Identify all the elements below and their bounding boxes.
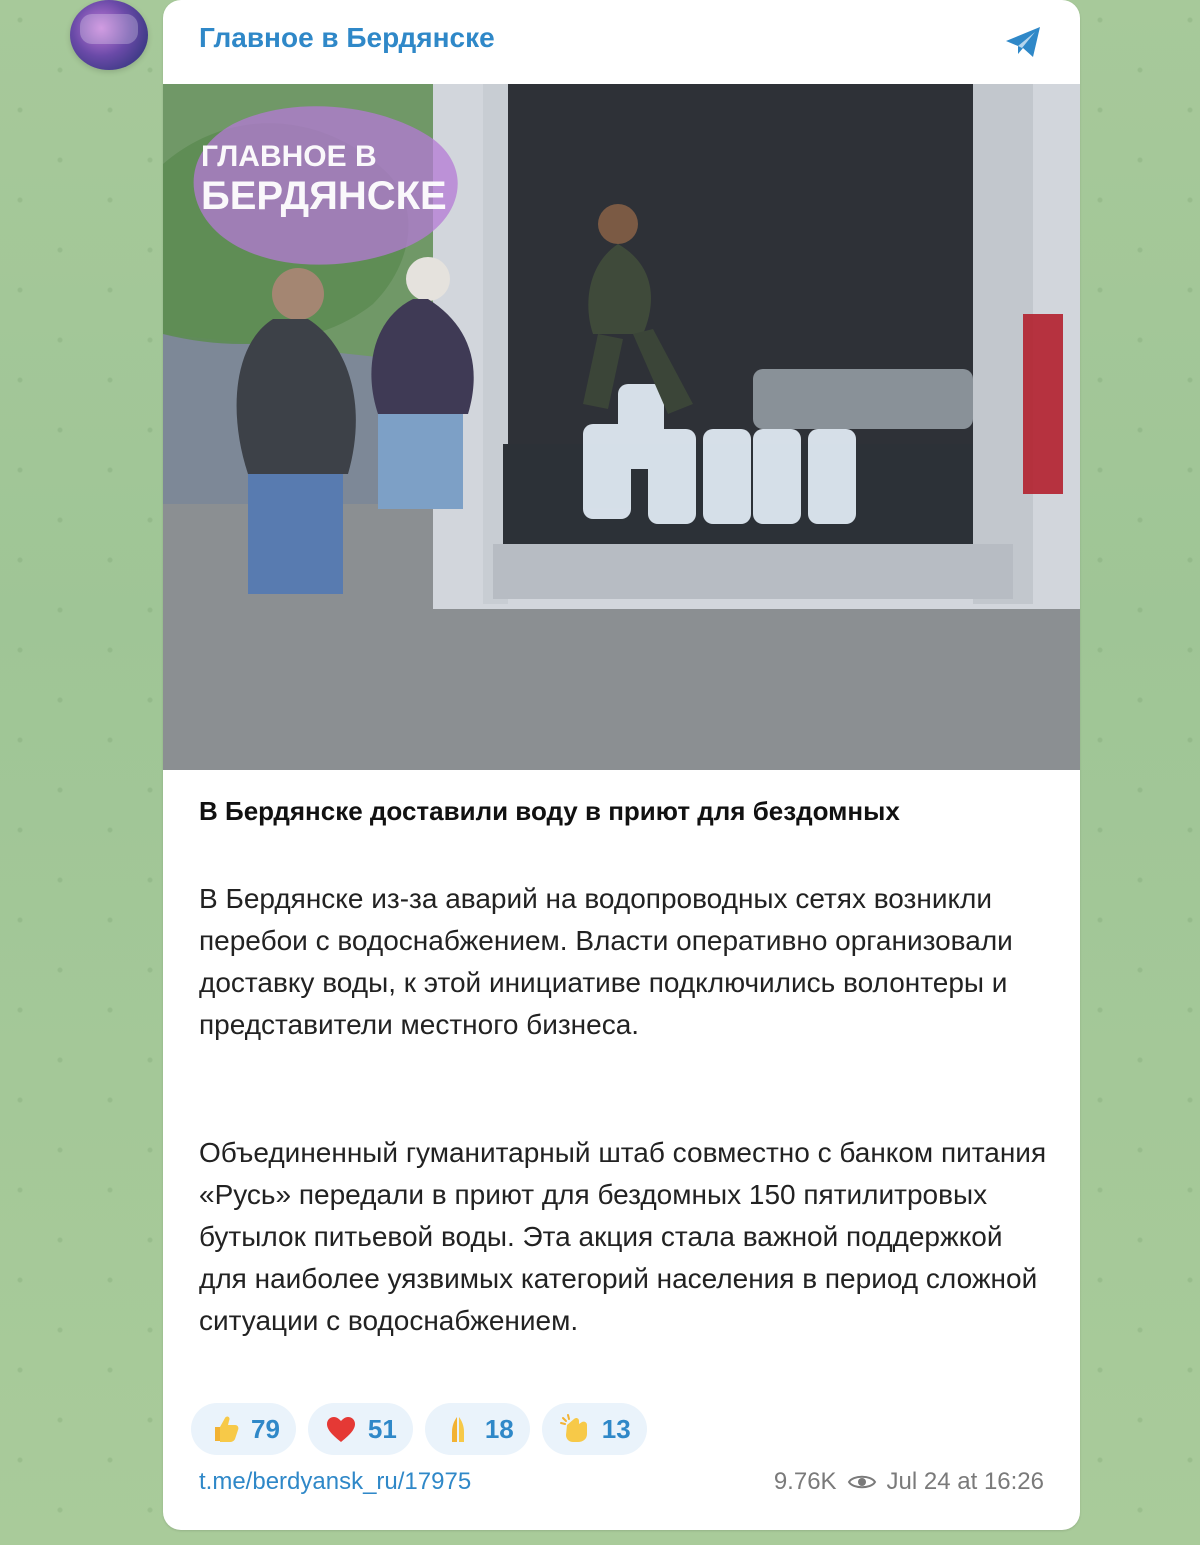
pray-icon [441,1412,475,1446]
post-paragraph-2: Объединенный гуманитарный штаб совместно с банком питания «Русь» передали в приют для бездомных 150 пятилитровых бутылок питьевой воды. Эта акция стала важной поддержкой для наиболее уязвимых категорий населения в период сложной ситуации с водоснабжением. [199,1137,1047,1336]
channel-avatar[interactable] [70,0,148,70]
telegram-share-icon[interactable] [1000,18,1048,66]
reaction-count: 13 [601,1413,631,1444]
reaction-count: 79 [251,1413,280,1444]
post-meta [774,1468,1044,1496]
reaction-heart[interactable] [308,1403,413,1455]
post-datetime: Jul 24 at 16:26 [886,1468,1044,1495]
photo-scene [163,84,1080,770]
photo-overlay-line1: ГЛАВНОЕ В [201,140,377,173]
heart-icon [324,1412,358,1446]
post-headline: В Бердянске доставили воду в приют для бездомных [199,796,900,826]
eye-icon [847,1471,877,1493]
clap-icon [558,1412,592,1446]
reaction-clap[interactable] [542,1403,647,1455]
reaction-thumbs-up[interactable] [191,1403,296,1455]
post-paragraph-1: В Бердянске из-за аварий на водопроводных сетях возникли перебои с водоснабжением. Власти оперативно организовали доставку воды, к этой инициативе подключились волонтеры и представители местного бизнеса. [199,883,1013,1040]
views-count: 9.76K [773,1468,837,1495]
channel-name[interactable]: Главное в Бердянске [199,22,495,53]
thumbs-up-icon [207,1412,241,1446]
post-photo[interactable] [163,84,1080,770]
post-link[interactable]: t.me/berdyansk_ru/17975 [199,1468,472,1495]
reaction-count: 51 [367,1413,397,1444]
post-footer [199,1468,1044,1504]
reactions-bar [191,1403,647,1455]
reaction-pray[interactable] [425,1403,530,1455]
photo-overlay-line2: БЕРДЯНСКЕ [201,174,447,218]
reaction-count: 18 [484,1413,514,1444]
message-card [163,0,1080,1530]
